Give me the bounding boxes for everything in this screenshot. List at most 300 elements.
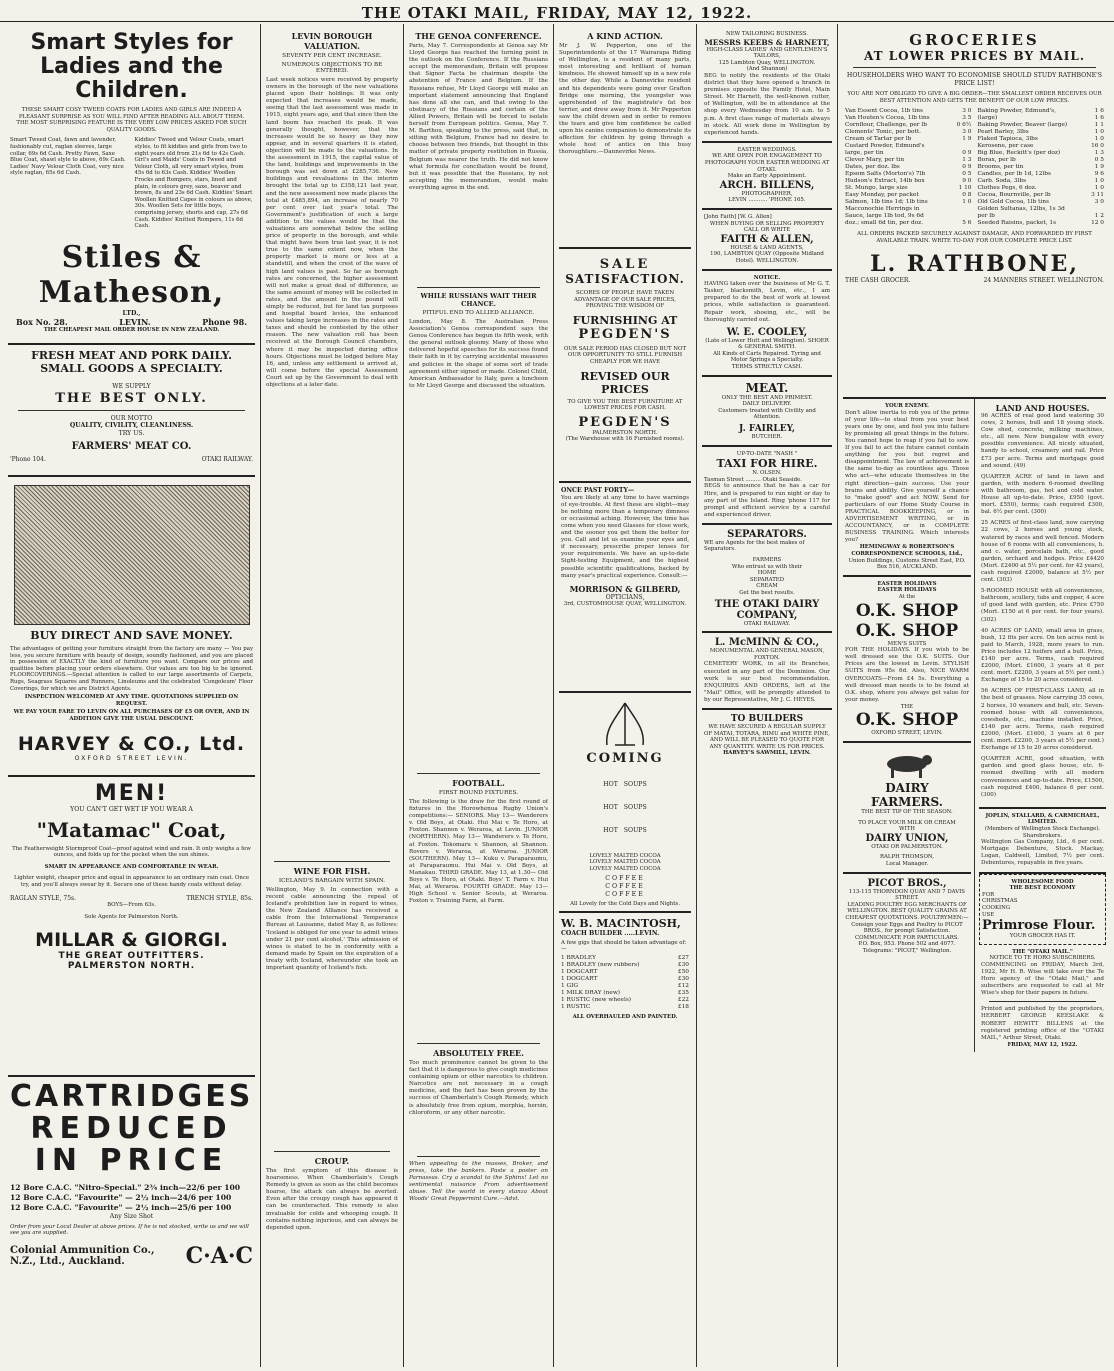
faith-when: WHEN BUYING OR SELLING PROPERTY CALL OR WRITE bbox=[709, 220, 825, 234]
football-sub: FIRST ROUND FIXTURES. bbox=[438, 790, 519, 796]
cocoa-line: LOVELY MALTED COCOA bbox=[589, 852, 661, 859]
land-houses bbox=[979, 399, 1106, 809]
coffee-line: COFFEE bbox=[605, 875, 645, 883]
price-item: St. Mungo, large size bbox=[845, 185, 908, 192]
price-row bbox=[978, 206, 1105, 213]
hot-soups: HOT SOUPS bbox=[603, 826, 647, 834]
buy-title: BUY DIRECT AND SAVE MONEY. bbox=[30, 629, 233, 642]
meat-quality: QUALITY, CIVILITY, CLEANLINESS. bbox=[69, 422, 194, 430]
faith-sub: HOUSE & LAND AGENTS, bbox=[730, 244, 804, 251]
harvey-addr: OXFORD STREET LEVIN. bbox=[74, 754, 189, 762]
df-tip: THE BEST TIP OF THE SEASON. bbox=[861, 809, 953, 816]
price-value: 0 6½ bbox=[956, 122, 972, 129]
price-item: per lb bbox=[977, 213, 995, 220]
dairy-rail: OTAKI RAILWAY. bbox=[743, 620, 791, 627]
peppermint-poem: When appealing to the masses, Broker, and press, take the bankers. Paste a poster on Parnassus. Cry a scandal to the Sphinx! Let no sentimental nuisance From advertisement abuse. Tell the world in every stanza About Woods' Great Peppermint Cure.—Advt. bbox=[409, 1161, 548, 1203]
price-item: 1 RUSTIC bbox=[561, 1003, 591, 1010]
croup-heading: CROUP. bbox=[314, 1156, 350, 1166]
ad-harvey-sawmill bbox=[702, 710, 832, 761]
stiles-phone: Phone 98. bbox=[202, 317, 247, 328]
price-value: 3 5 bbox=[962, 115, 972, 122]
price-row bbox=[845, 115, 972, 122]
sale-furn: FURNISHING AT bbox=[572, 313, 678, 327]
dairy-name: THE OTAKI DAIRY COMPANY, bbox=[714, 598, 820, 621]
fairley-name: J. FAIRLEY, bbox=[739, 424, 795, 435]
otaki-body: COMMENCING on FRIDAY, March 3rd, 1922, Mr H. R. Wise will take over the Te Horo agency of the "Otaki Mail," and subscribers are requested to call at Mr Wise's shop for their papers in future. bbox=[981, 961, 1104, 997]
men-boys: BOYS—From 63s. bbox=[107, 901, 156, 908]
mcminn-name: L. McMINN & CO., bbox=[714, 637, 820, 649]
picot-addr: 113-115 THORNDON QUAY AND 7 DAVIS STREET. bbox=[849, 888, 965, 902]
ornament-icon bbox=[595, 699, 655, 749]
price-row bbox=[845, 150, 972, 157]
price-row bbox=[978, 192, 1105, 199]
pf-christmas: CHRISTMAS bbox=[982, 898, 1018, 905]
ok-addr: OXFORD STREET, LEVIN. bbox=[871, 730, 943, 737]
rath-name: L. RATHBONE, bbox=[870, 250, 1079, 277]
results-line: Get the best results. bbox=[739, 590, 795, 597]
price-value: 16 0 bbox=[1091, 143, 1104, 150]
price-list-right bbox=[978, 108, 1105, 227]
df-place: TO PLACE YOUR MILK OR CREAM bbox=[858, 819, 956, 826]
joplin-sub: (Members of Wellington Stock Exchange). Sharebrokers. bbox=[984, 825, 1101, 839]
men-smart: SMART IN APPEARANCE AND COMFORTABLE IN WEAR. bbox=[44, 863, 219, 870]
men-body: The Featherweight Stormproof Coat—proof against wind and rain. It only weighs a few ounces, and folds up for the pocket when the sun shines. bbox=[12, 845, 251, 859]
entrust-line: Who entrust us with their bbox=[731, 563, 803, 570]
home-line: HOME bbox=[757, 570, 777, 577]
price-row bbox=[561, 955, 689, 962]
ad-morrison-gilberd bbox=[559, 483, 691, 693]
levin-valuation-heading: LEVIN BOROUGH VALUATION. bbox=[291, 31, 373, 51]
price-item: Salmon, 1lb tins 1d; 1lb tins bbox=[845, 199, 928, 206]
price-row bbox=[978, 150, 1105, 157]
price-row bbox=[561, 969, 689, 976]
column-5 bbox=[697, 24, 838, 1367]
ad-otaki-dairy bbox=[702, 525, 832, 633]
cream-line: CREAM bbox=[756, 583, 778, 590]
men-title: MEN! bbox=[94, 781, 169, 806]
cart-order: Order from your Local Dealer at above prices. If he is not stocked, write us and we will see you are supplied. bbox=[10, 1223, 249, 1237]
at-the: At the bbox=[898, 593, 916, 600]
ad-fairley bbox=[702, 377, 832, 447]
price-value: 1 0 bbox=[1094, 136, 1104, 143]
cooley-cart: All Kinds of Carts Repaired. Tyring and Motor Springs a Specialty. bbox=[713, 350, 821, 364]
price-row bbox=[978, 199, 1105, 206]
price-item: Borax, per lb bbox=[977, 157, 1016, 164]
price-item: Sauce, large 1lb tod, 9s 6d bbox=[845, 213, 924, 220]
mcminn-sub: MONUMENTAL AND GENERAL MASON, FOXTON. bbox=[709, 648, 825, 661]
groc-orders: ALL ORDERS PACKED SECURELY AGAINST DAMAGE, AND FORWARDED BY FIRST AVAILABLE TRAIN. WRITE TO-DAY FOR OUR COMPLETE PRICE LIST. bbox=[857, 231, 1092, 244]
pf-name: Primrose Flour. bbox=[982, 918, 1096, 934]
coming-heading: COMING bbox=[586, 751, 664, 766]
price-item: Old Gold Cocoa, 1lb tins bbox=[977, 199, 1049, 206]
meat-name: FARMERS' MEAT CO. bbox=[71, 441, 192, 453]
pf-for: FOR bbox=[982, 891, 995, 898]
separated-line: SEPARATED bbox=[749, 576, 785, 583]
cooley-terms: TERMS STRICTLY CASH. bbox=[731, 364, 803, 371]
cart-rows bbox=[10, 1183, 253, 1213]
price-value: 1 1 bbox=[1094, 122, 1104, 129]
ad-olsen-taxi bbox=[702, 447, 832, 525]
russians-body: London, May 8. The Australian Press Association's Genoa correspondent says the Genoa Conference has begun its fifth week, with the general outlook gloomy. Many of those who delivered hopeful speeches for its success found their faith in it by carrying accidental measures and policies in the shape of some sort of trade agreement either signed or made. Colonel Child, American Ambassador to Italy, gave a luncheon to Mr Lloyd George and discussed the situation. bbox=[409, 319, 548, 389]
price-item: Macconochie Herrings in bbox=[845, 206, 920, 213]
tail-body: BEG to notify the residents of the Otaki district that they have opened a branch in premises opposite the Family Hotel, Main Street. Mr Harnett, the well-known cutter, of Wellington, will be in attendance at the shop every Wednesday from 10 a.m. to 5 p.m. A first class range of materials always in stock. All work done in Wellington by experienced hands. bbox=[704, 72, 830, 136]
notice-heading: NOTICE. bbox=[753, 274, 781, 281]
faith-partners: [John Faith] [W. G. Allen] bbox=[704, 213, 772, 220]
enemy-heading: YOUR ENEMY. bbox=[885, 403, 929, 409]
price-row bbox=[845, 171, 972, 178]
meat-best-line: ONLY THE BEST AND PRIMEST. bbox=[721, 394, 813, 401]
genoa-body: Paris, May 7. Correspondents at Genoa say Mr Lloyd George has reached the turning point in the outlook on the Conference. If the Russians accept the memorandum, Britain will propose that Signor Facta be chairman despite the abstention of France and Belgium. If the Russians refuse, Mr Lloyd George will make an important statement announcing that England has done all she can, and that owing to the obstinacy of the Russians and certain of the Allied Powers, Britain will be forced to isolate herself from European politics. Genoa, May 7. M. Barthou, speaking to the press, said that, in sitting with Belgium, France had no desire to choose between two friends, but thought in this matter of private property restitution in Russia, Belgium was nearer the truth. He did not know what formula for conciliation would be found, but it was possible that the Russians, by not accepting the memorandum, would make everything agree in the end. bbox=[409, 43, 548, 191]
price-item: Epsom Salts (Morton's) 7lb bbox=[845, 171, 926, 178]
column-3 bbox=[404, 24, 554, 1367]
olsen-name: N. OLSEN. bbox=[752, 470, 782, 477]
pf-use: USE bbox=[982, 911, 995, 918]
price-value: 1 10 bbox=[958, 185, 972, 192]
once-body: You are likely at any time to have warnings of eye-trouble. At first these are slight—may be nothing more than a temporary dimness or occasional aching. However, the time has come when you need Glasses for close work, and the sooner you get them the better for you. Call and let us examine your eyes and, if necessary, prescribe proper lenses for your requirements. We have an up-to-date Sight-testing Equipment, and the highest possible scientific qualifications, backed by many year's practical experience. Consult:— bbox=[561, 494, 689, 579]
price-row bbox=[561, 1004, 689, 1011]
price-row bbox=[561, 983, 689, 990]
russians-sub: PITIFUL END TO ALLIED ALLIANCE. bbox=[422, 310, 535, 316]
price-row bbox=[845, 108, 972, 115]
kind-action-body: Mr J. W. Pepperton, one of the Superintendents of the 17 Wairarapa Riding of Wellington, is a resident of many parts, most interesting and brilliant of human kindness. He showed himself up in a new role the other day. While a Dannevirke resident and his dependents were going over Grafton Bridge one morning, the youngster was apprehended of the magistrate's fat box terrier, and drew away from it. Mr Pepperton saw the child drown and in order to remove the tears and give him confidence he called upon his canine companion to demonstrate its affection for children by going through a whole host of antics on this busy thoroughfare.—Dannevirke News. bbox=[559, 43, 691, 156]
cart-company: Colonial Ammunition Co., N.Z., Ltd., Auckland. bbox=[10, 1244, 155, 1267]
price-row bbox=[845, 157, 972, 164]
price-item: Carb. Soda, 3lbs bbox=[977, 178, 1027, 185]
price-item: Hudson's Extract, 14lb box bbox=[845, 178, 925, 185]
buy-inspect: INSPECTION WELCOMED AT ANY TIME. QUOTATIONS SUPPLIED ON REQUEST. bbox=[24, 694, 239, 707]
mac-sub: COACH BUILDER .....LEVIN. bbox=[561, 930, 660, 937]
groc-h1: GROCERIES bbox=[909, 31, 1040, 49]
issue-date: FRIDAY, MAY 12, 1922. bbox=[1007, 1041, 1078, 1048]
smart-styles-intro: THESE SMART COSY TWEED COATS FOR LADIES AND GIRLS ARE INDEED A PLEASANT SURPRISE AS YOU WILL FIND AFTER READING ALL ABOUT THEM. THE MOST SURPRISING FEATURE IS THE VERY LOW PRICES ASKED FOR SUCH QUALITY GOODS. bbox=[16, 107, 247, 133]
free-body: Too much prominence cannot be given to the fact that it is dangerous to give cough medicines containing opium or other narcotics to children. Narcotics are not necessary in a cough medicine, and the fact has been proven by the success of Chamberlain's Cough Remedy, which is absolutely free from opium, morphia, heroin, chloroform, or any other narcotic. bbox=[409, 1060, 548, 1116]
land-list bbox=[981, 413, 1104, 799]
cold-days: All Lovely for the Cold Days and Nights. bbox=[570, 901, 680, 908]
price-value: 0 5 bbox=[962, 171, 972, 178]
sale-body: OUR SALE PERIOD HAS CLOSED BUT NOT OUR OPPORTUNITY TO STILL FURNISH CHEAPLY FOR WE HAVE bbox=[563, 345, 687, 365]
groc-sub: HOUSEHOLDERS WHO WANT TO ECONOMISE SHOULD STUDY RATHBONE'S PRICE LIST! bbox=[846, 72, 1103, 87]
price-item: 1 DOGCART bbox=[561, 975, 598, 982]
farmers-line: FARMERS bbox=[752, 557, 782, 564]
sale-h1: SALE bbox=[599, 257, 651, 272]
fairley-sub: BUTCHER. bbox=[751, 434, 783, 441]
price-item: Dates, per doz. lbs bbox=[845, 164, 900, 171]
du-name: DAIRY UNION, bbox=[865, 832, 949, 844]
price-value: £50 bbox=[677, 968, 689, 975]
price-row bbox=[845, 136, 972, 143]
cart-shot: Any Size Shot bbox=[109, 1213, 154, 1220]
price-value: 1 9 bbox=[1094, 164, 1104, 171]
price-item: 1 RUSTIC (new wheels) bbox=[561, 996, 632, 1003]
price-value: 0 5 bbox=[1094, 157, 1104, 164]
olsen-addr: Tasman Street ......... Otaki Seaside. bbox=[704, 476, 802, 483]
price-item: Flaked Tapioca, 3lbs bbox=[977, 136, 1038, 143]
ad-billens bbox=[702, 143, 832, 210]
price-row bbox=[978, 171, 1105, 178]
ok-shop-title-2: O.K. SHOP bbox=[855, 620, 959, 641]
wine-fish-sub: ICELAND'S BARGAIN WITH SPAIN. bbox=[278, 878, 386, 884]
price-row bbox=[845, 220, 972, 227]
price-value: 1 9 bbox=[962, 136, 972, 143]
meat-phone: 'Phone 104. bbox=[10, 456, 46, 464]
ok-shop-title: O.K. SHOP bbox=[855, 600, 959, 621]
men-agents: Sole Agents for Palmerston North. bbox=[84, 914, 179, 921]
football-heading: FOOTBALL. bbox=[452, 778, 505, 788]
pf-grocer: YOUR GROCER HAS IT. bbox=[1009, 933, 1076, 940]
price-item: (large) bbox=[977, 115, 998, 122]
men-sub: YOU CAN'T GET WET IF YOU WEAR A bbox=[70, 806, 193, 813]
smart-left-items: Smart Tweed Coat, fawn and lavender, fashionably cut, raglan sleeves, large collar, 69s 6d Cash. Pretty Fawn, Saxe Blue Coat, shawl style to above, 69s Cash. Ladies' Navy Velour Cloth Coat, very nice style raglan, 65s 6d Cash. bbox=[10, 137, 126, 177]
stiles-name: Stiles & Matheson, bbox=[38, 239, 225, 310]
du-sub: OTAKI OR PALMERSTON. bbox=[871, 843, 943, 850]
ad-dairy-union bbox=[843, 743, 971, 874]
price-value: 0 9 bbox=[962, 150, 972, 157]
ad-farmers-meat bbox=[8, 345, 255, 477]
sale-name: PEGDEN'S bbox=[578, 414, 672, 430]
groc-not: YOU ARE NOT OBLIGED TO GIVE A BIG ORDER—THE SMALLEST ORDER RECEIVES OUR BEST ATTENTION AND GETS THE BENEFIT OF OUR LOW PRICES. bbox=[847, 91, 1102, 104]
price-item: 1 GIG bbox=[561, 982, 579, 989]
price-value: 0 9 bbox=[962, 164, 972, 171]
sale-give: TO GIVE YOU THE BEST FURNITURE AT LOWEST PRICES FOR CASH. bbox=[567, 398, 683, 412]
coffee-line: COFFEE bbox=[605, 882, 645, 890]
cooley-name: W. E. COOLEY, bbox=[726, 326, 808, 338]
price-list-left bbox=[845, 108, 972, 227]
meat-we: WE SUPPLY bbox=[112, 383, 151, 390]
football-body: The following is the draw for the first round of fixtures in the Horowhenua Rugby Union's competitions:— SENIORS. May 13— Wanderers v. Old Boys, at Otaki. Hui Mai v. Te Horo, at Foxton. Shannon v. Weraroa, at Levin. JUNIOR (NORTHERN). May 13— Wanderers v. Te Horo, at Foxton. Tokomaru v. Shannon, at Shannon. Rovers v. Weraroa, at Weraroa. JUNIOR (SOUTHERN). May 13— Kuku v. Paraparaumu, at Paraparaumu. Hui Mai v. Old Boys, at Manakau. THIRD GRADE. May 13, at 1.30— Old Boys v. Te Horo, at Otaki. Boys' T. Farm v. Hui Mai, at Weraroa. FOURTH GRADE. May 13— High School v. Senior Scouts, at Weraroa. Foxton v. Training Farm, at Farm. bbox=[409, 799, 548, 905]
price-value: 1 3 bbox=[1094, 150, 1104, 157]
holidays-1: EASTER HOLIDAYS bbox=[877, 580, 937, 587]
price-item: Kerosene, per case bbox=[977, 143, 1034, 150]
millar-name: MILLAR & GIORGI. bbox=[35, 928, 228, 951]
mac-intro: A few gigs that should be taken advantage of:— bbox=[561, 939, 687, 953]
smart-styles-title: Smart Styles for Ladies and the Children. bbox=[30, 30, 233, 103]
easter-open: WE ARE OPEN FOR ENGAGEMENT TO PHOTOGRAPH YOUR EASTER WEDDING AT OTAKI. bbox=[704, 153, 830, 173]
price-item: Clements' Tonic, per bott. bbox=[845, 129, 922, 136]
column-4 bbox=[554, 24, 697, 1367]
men-raglan: RAGLAN STYLE, 75s. bbox=[10, 894, 76, 902]
cart-row: 12 Bore C.A.C. "Favourite" — 2½ inch—24/6 per 100 bbox=[10, 1193, 232, 1202]
meat-daily: DAILY DELIVERY. bbox=[742, 401, 792, 408]
mac-items-list bbox=[561, 955, 689, 1011]
otaki-notice: NOTICE TO TE HORO SUBSCRIBERS. bbox=[989, 955, 1096, 962]
cart-row: 12 Bore C.A.C. "Favourite" — 2½ inch—25/6 per 100 bbox=[10, 1203, 232, 1212]
ad-mcminn bbox=[702, 633, 832, 710]
furniture-illustration bbox=[14, 485, 250, 625]
price-value: 1 0 bbox=[1094, 178, 1104, 185]
price-item: 1 MILK DRAY (new) bbox=[561, 989, 621, 996]
cooley-sub: (Late of Lower Hutt and Wellington). SHOER & GENERAL SMITH. bbox=[705, 337, 829, 351]
buy-body: The advantages of getting your furniture straight from the factory are many — You pay less, you secure furniture with beauty of design, soundly fashioned, and you are placed in possession of EXACTLY the kind of furniture you want. Compare our prices and qualities before placing your orders elsewhere. Our values are too big to be ignored. FLOORCOVERINGS.—Special attention is called to our large assortments of Carpets, Rugs, Seagrass Squares and Runners, Linoleums and the celebrated 'Congoleum' Floor Coverings, for which we are District Agents. bbox=[10, 646, 253, 692]
sale-h2: SATISFACTION. bbox=[565, 272, 685, 286]
price-value: £12 bbox=[677, 982, 689, 989]
tail-sub: HIGH-CLASS LADIES' AND GENTLEMEN'S TAILORS, bbox=[706, 46, 828, 60]
mens-suits: MEN'S SUITS bbox=[887, 640, 927, 647]
df-with: WITH bbox=[899, 826, 915, 833]
price-value: £22 bbox=[677, 996, 689, 1003]
ad-primrose-flour bbox=[979, 874, 1106, 945]
faith-name: FAITH & ALLEN, bbox=[720, 233, 814, 245]
mac-foot: ALL OVERHAULED AND PAINTED. bbox=[572, 1013, 678, 1020]
price-item: Van Houten's Cocoa, 1lb tins bbox=[845, 115, 930, 122]
hot-soups-list bbox=[561, 766, 689, 850]
price-item: Cornflour, Challenge, per lb bbox=[845, 122, 927, 129]
price-value: £35 bbox=[677, 989, 689, 996]
price-item: Easy Monday, per packet bbox=[845, 192, 919, 199]
price-row bbox=[978, 164, 1105, 171]
builders-body: WE HAVE SECURED A REGULAR SUPPLY OF MATAI, TOTARA, RIMU and WHITE PINE, AND WILL BE PLEASED TO QUOTE FOR ANY QUANTITY. WRITE US FOR PRICES. bbox=[704, 723, 830, 750]
price-value: 1 3 bbox=[962, 157, 972, 164]
ad-keebs-harnett bbox=[702, 27, 832, 143]
otaki-mail-notice bbox=[979, 945, 1106, 1053]
ad-macintosh bbox=[559, 913, 691, 1024]
price-value: 1 0 bbox=[1094, 185, 1104, 192]
genoa-heading: THE GENOA CONFERENCE. bbox=[415, 31, 542, 41]
men-body2: Lighter weight, cheaper price and equal in appearance to an ordinary rain coat. Once try, and you'll always swear by it. Secure one of these handy coats without delay. bbox=[13, 875, 250, 888]
tail-addr: 125 Lambton Quay, WELLINGTON. bbox=[718, 59, 816, 66]
meat-rail: OTAKI RAILWAY. bbox=[201, 456, 253, 464]
tail-name: MESSRS KEEBS & HARNETT, bbox=[704, 37, 830, 47]
hot-soups: HOT SOUPS bbox=[603, 803, 647, 811]
ad-faith-allen bbox=[702, 210, 832, 271]
price-value: £18 bbox=[677, 1003, 689, 1010]
price-value: 1 6 bbox=[1094, 108, 1104, 115]
price-row bbox=[978, 136, 1105, 143]
ad-cartridges bbox=[8, 1077, 255, 1342]
ok-the: THE bbox=[900, 703, 914, 710]
stiles-town: LEVIN. bbox=[119, 317, 151, 328]
nash-line: UP-TO-DATE "NASH " bbox=[736, 450, 798, 457]
joplin-name: JOPLIN, STALLARD, & CARMICHAEL, LIMITED. bbox=[985, 812, 1100, 826]
price-row bbox=[561, 997, 689, 1004]
ad-hemingway bbox=[843, 399, 971, 577]
notice-body: HAVING taken over the business of Mr G. T. Tasker, blacksmith, Levin, etc., I am prepared to do the best of work at lowest prices, while satisfaction is guaranteed. Repair work, shoeing, etc., will be thoroughly carried out. bbox=[704, 281, 830, 323]
price-value: 0 8 bbox=[962, 192, 972, 199]
price-value: £30 bbox=[677, 961, 689, 968]
price-value: £30 bbox=[677, 975, 689, 982]
wine-fish-body: Wellington, May 9. In connection with a recent cable announcing the repeal of Iceland's prohibition law in regard to wines, the New Zealand Alliance has received a cable from the International Temperance Bureau at Lausanne, dated May 8, as follows: 'Iceland is obliged for one year to admit wines under 21 per cent alcohol.' This admission of wines is stated to be in conformity with a demand made by Spain on the expiration of a treaty with Iceland, whereunder she took an important quantity of Iceland's fish. bbox=[266, 887, 398, 972]
levin-valuation-sub1: SEVENTY PER CENT INCREASE. bbox=[282, 53, 382, 59]
ad-millar-giorgi bbox=[8, 777, 255, 1077]
hem-name: HEMINGWAY & ROBERTSON'S CORRESPONDENCE SCHOOLS, Ltd., bbox=[851, 544, 963, 557]
millar-town: PALMERSTON NORTH. bbox=[67, 960, 196, 971]
sale-revised: REVISED OUR PRICES bbox=[580, 369, 670, 396]
price-row bbox=[978, 213, 1105, 220]
enemy-body: Don't allow inertia to rob you of the prime of your life—to steal from you your best years one by one, and fool you into failure by promising all great things in the future. You cannot hope to reap if you fail to sow. If you fail to act the future cannot contain anything for you but regret and disappointment. The law of achievement is the same to-day as countless ago. Those who act—who educate themselves in the right direction—gain success. Use your brains and ability. Give yourself a chance to "make good" and act NOW. Send for particulars of our Home Study Course in PRACTICAL BOOKKEEPING, or in ADVERTISEMENT WRITING, or in ACCOUNTANCY, or in COMPLETE BUSINESS TRAINING. Which interests you? bbox=[845, 409, 969, 544]
meat-try: TRY US. bbox=[118, 429, 145, 437]
pf-h1: WHOLESOME FOOD bbox=[1011, 878, 1074, 885]
cart-reduced: REDUCED bbox=[30, 1111, 233, 1146]
price-item: Baking Powder, Beaver (large) bbox=[977, 122, 1068, 129]
ad-picot bbox=[843, 874, 971, 959]
price-item: Clever Mary, per tin bbox=[845, 157, 905, 164]
croup-body: The first symptom of this disease is hoarseness. When Chamberlain's Cough Remedy is given as soon as the child becomes hoarse, the attack can always be averted. Even after the croupy cough has appeared it can be counteracted. This remedy is also invaluable for colds and whooping cough. It contains nothing injurious, and can always be depended upon. bbox=[266, 1168, 398, 1231]
cow-icon bbox=[877, 749, 937, 779]
ad-rathbone bbox=[843, 27, 1106, 399]
land-listing: 96 ACRES of real good land watering 30 cows, 2 horses, bull and 18 young stock. Cow shed, concrete, milking machines, etc., all new. New bungalow with every possible convenience. All nicely situated, handy to school, creamery and rail. Price £73 per acre. Terms and mortgage good and sound. (49) bbox=[981, 413, 1104, 469]
price-value: 9 0 bbox=[962, 178, 972, 185]
price-item: Cream of Tartar per lb bbox=[845, 136, 912, 143]
harvey-mill: HARVEY'S SAWMILL, LEVIN. bbox=[723, 750, 811, 757]
stiles-box: Box No. 28. bbox=[16, 317, 68, 328]
ralph: RALPH THOMSON, bbox=[879, 854, 934, 861]
groc-h2: AT LOWER PRICES BY MAIL. bbox=[863, 49, 1086, 63]
cart-title: CARTRIDGES bbox=[10, 1079, 254, 1114]
hot-soups: HOT SOUPS bbox=[603, 781, 647, 789]
price-value: 9 6 bbox=[1094, 171, 1104, 178]
price-item: Custard Powder, Edmund's bbox=[845, 143, 925, 150]
meat-h1: FRESH MEAT AND PORK DAILY. bbox=[31, 349, 232, 362]
price-item: Candles, per lb 1d, 12lbs bbox=[977, 171, 1051, 178]
millar-sub: THE GREAT OUTFITTERS. bbox=[58, 950, 205, 961]
price-row bbox=[978, 185, 1105, 192]
picot-name: PICOT BROS., bbox=[867, 877, 947, 889]
land-listing: 5-ROOMED HOUSE with all conveniences, bathroom, scullery, tubs and copper, 4 acre of good land with garden, etc. Price £750 (Mort. £150 at 6 per cent. for four years). (302) bbox=[981, 588, 1104, 623]
price-item: Pearl Barley, 3lbs bbox=[977, 129, 1029, 136]
russians-heading: WHILE RUSSIANS WAIT THEIR CHANCE. bbox=[420, 292, 537, 308]
price-value: 12 0 bbox=[1091, 220, 1104, 227]
picot-body: LEADING POULTRY EGG MERCHANTS OF WELLINGTON. BEST QUALITY GRAINS AT CHEAPEST QUOTATIONS. POULTRYMEN:—Consign your Eggs and Poultry to PICOT BROS., for prompt Satisfaction. bbox=[845, 901, 969, 935]
picot-comm: COMMUNICATE FOR PARTICULARS. bbox=[855, 934, 959, 941]
taxi-heading: TAXI FOR HIRE. bbox=[716, 457, 818, 471]
billens-name: ARCH. BILLENS, bbox=[719, 179, 815, 191]
price-row bbox=[978, 220, 1105, 227]
price-value: 5 6 bbox=[962, 220, 972, 227]
otaki-heading: THE "OTAKI MAIL." bbox=[1012, 948, 1073, 955]
meat-motto: OUR MOTTO bbox=[110, 414, 153, 422]
mcminn-body: CEMETERY WORK, in all its Branches, executed in any part of the Dominion. Our work is our best recommendation. ENQUIRIES AND ORDERS, left at the "Mail" Office, will be promptly attended to by our Representative, Mr J. C. HEYES. bbox=[704, 661, 830, 703]
price-row bbox=[845, 129, 972, 136]
olsen-body: BEGS to announce that he has a car for Hire, and is prepared to run night or day to any part of the Island. Ring 'phone 117 for prompt and efficient service by a careful and experienced driver. bbox=[704, 483, 830, 518]
picot-box: P.O. Box, 953. Phone 502 and 4077. Telegrams: "PICOT," Wellington. bbox=[858, 941, 956, 954]
sale-ware: (The Warehouse with 16 Furnished rooms). bbox=[565, 436, 685, 443]
price-row bbox=[561, 990, 689, 997]
once-heading: ONCE PAST FORTY— bbox=[561, 487, 635, 494]
stiles-ltd: LTD., bbox=[122, 309, 141, 317]
pf-cooking: COOKING bbox=[982, 904, 1011, 911]
price-row bbox=[845, 178, 972, 185]
land-listing: QUARTER ACRE, good situation, with garden and good glass house, etc. 6-roomed dwelling with all modern conveniences and up-to-date. Price, £1500, cash required £400, balance 6 per cent. (300) bbox=[981, 756, 1104, 798]
ad-cooley bbox=[702, 271, 832, 377]
masthead: THE OTAKI MAIL, FRIDAY, MAY 12, 1922. bbox=[0, 0, 1114, 22]
rath-addr: 24 MANNERS STREET. WELLINGTON. bbox=[983, 276, 1104, 284]
price-row bbox=[978, 122, 1105, 129]
ad-joplin bbox=[979, 809, 1106, 874]
meat-h2: SMALL GOODS A SPECIALTY. bbox=[40, 362, 223, 375]
levin-valuation-body: Last week notices were received by property owners in the borough of the new valuations placed upon their holdings. It was only expected that increases would be made, seeing that the last assessment was made in 1915, eight years ago, and that since then the land boom has reached its peak. It was generally thought, however, that the increases would be so heavy as they now appear, and in several quarters it is stated, objection will be made to the valuations. In the assessment in 1915, the capital value of the land, buildings and improvements in the borough was set down at £285,736. New buildings and revaluations in the interim brought the total up to £358,121 last year, and the new assessment now made places the total at £485,894, an increase of nearly 70 per cent over last year's total. The Government's justification of such a large addition to the values would be that the valuations are somewhat below the selling price of property in the borough, and while that might have been true last year, it is not true to the same extent now, when the property market is more or less at a standstill, and when the crest of the wave of high land values is past. So far as borough rates are concerned, the higher assessment will not make a great deal of difference, as the same amount of money will be collected in rates, and the amount in the pound will simply be reduced, but for land tax purposes and hospital board levies, the enhanced values taking large increases in the rates and taxes and should be contested by the other reason. The new valuation roll has been received at the Borough Council chambers, where it may be inspected during office hours. Objections must be lodged before May 16, and, unless any settlement is arrived at, will come before the special Assessment Court set up by the Government to deal with objections at a later date. bbox=[266, 77, 398, 389]
wine-fish-heading: WINE FOR FISH. bbox=[293, 866, 371, 876]
joplin-body: Wellington Gas Company, Ltd., 6 per cent. Mortgage Debenture, Stock. Mackay, Logan, Caldwell, Limited, 7½ per cent. Debentures, repayable in five years. bbox=[981, 839, 1104, 867]
pf-h2: THE BEST ECONOMY bbox=[1009, 885, 1076, 892]
price-item: Seeded Raisins, packet, 1s bbox=[977, 220, 1057, 227]
ad-pegdens bbox=[559, 253, 691, 483]
price-item: Baking Powder, Edmund's, bbox=[977, 108, 1056, 115]
land-listing: QUARTER ACRE of land in lawn and garden, with modern 6-roomed dwelling with bathroom, gas, hot and cold water. House all up-to-date. Price, £950 (govt. mort. £550), terms; cash required £300, bal. 6½ per cent. (300) bbox=[981, 473, 1104, 516]
land-listing: 25 ACRES of first-class land, now carrying 22 cows, 2 horses and young stock, watered by races and well fenced. Modern house of 6 rooms with all conveniences, h. and c. water, porcelain bath, etc., good garden, orchard and hedges. Price £4420 (Mort. £2400 at 5½ per cent. for 42 years), cash required £2000, balance at 5½ per cent. (303) bbox=[981, 520, 1104, 584]
price-row bbox=[978, 129, 1105, 136]
price-row bbox=[978, 178, 1105, 185]
price-item: Van Essent Cocoa, 1lb tins bbox=[845, 108, 923, 115]
cart-row: 12 Bore C.A.C. "Nitro-Special." 2¾ inch—22/6 per 100 bbox=[10, 1183, 241, 1192]
holidays-2: EASTER HOLIDAYS bbox=[877, 587, 937, 594]
free-heading: ABSOLUTELY FREE. bbox=[433, 1048, 524, 1058]
price-value: 3 0 bbox=[962, 129, 972, 136]
tail-and: (And Shannon) bbox=[746, 66, 788, 73]
morrison-addr: 3rd, CUSTOMHOUSE QUAY, WELLINGTON. bbox=[563, 601, 687, 608]
men-trench: TRENCH STYLE, 85s. bbox=[186, 894, 253, 902]
column-2 bbox=[261, 24, 404, 1367]
men-coat: "Matamac" Coat, bbox=[36, 817, 227, 842]
cocoa-line: LOVELY MALTED COCOA bbox=[589, 865, 661, 872]
